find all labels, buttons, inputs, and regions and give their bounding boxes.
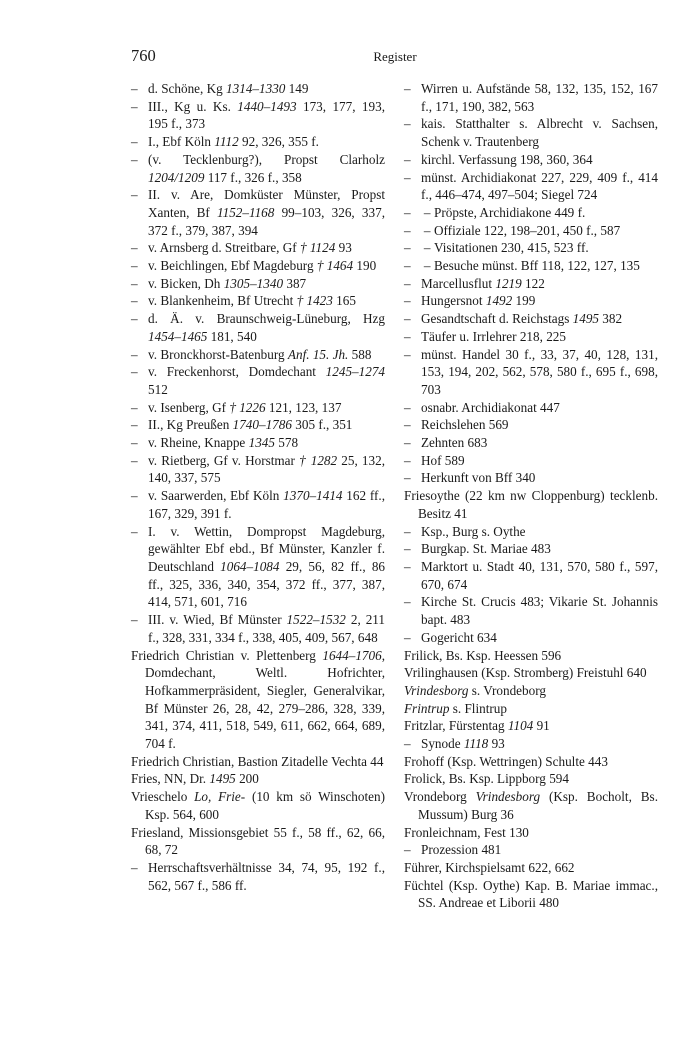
subentry-dash: –	[131, 311, 138, 327]
index-subentry	[404, 540, 658, 558]
entry-text: III., Kg u. Ks.	[148, 98, 238, 114]
index-subentry	[131, 523, 385, 612]
index-subentry	[131, 346, 385, 364]
entry-italic: Frintrup	[404, 700, 450, 716]
entry-text: v. Freckenhorst, Domdechant	[148, 364, 326, 380]
index-subentry	[131, 487, 385, 522]
entry-pages: s. Vrondeborg	[468, 682, 546, 698]
index-subentry	[404, 115, 658, 150]
entry-italic: 1345	[248, 435, 275, 451]
entry-text: d. Ä. v. Braunschweig-Lüneburg, Hzg	[148, 311, 385, 327]
entry-text: v. Blankenheim, Bf Utrecht	[148, 293, 297, 309]
index-subentry	[131, 416, 385, 434]
entry-text: münst. Archidiakonat 227, 229, 409 f., 414 f., 446–474, 497–504; Siegel 724	[421, 169, 658, 203]
subentry-dash: –	[404, 293, 411, 309]
entry-pages: 199	[512, 293, 536, 309]
entry-text: Hungersnot	[421, 293, 486, 309]
index-subentry	[131, 186, 385, 239]
entry-text: Besuche münst. Bff 118, 122, 127, 135	[434, 258, 640, 274]
entry-text: Marcellusflut	[421, 275, 496, 291]
entry-italic: 1495	[209, 771, 236, 787]
subentry-dash: –	[131, 187, 138, 203]
subentry-dash: –	[404, 629, 411, 645]
subentry-dash: –	[404, 169, 411, 185]
entry-text: Pröpste, Archidiakone 449 f.	[434, 204, 586, 220]
index-subentry	[131, 611, 385, 646]
entry-text: v. Isenberg, Gf	[148, 399, 230, 415]
entry-pages: 162 ff., 167, 329, 391 f.	[148, 488, 385, 521]
index-entry	[404, 664, 658, 682]
subentry-dash: –	[131, 293, 138, 309]
entry-text: I. v. Wettin, Dompropst Magdeburg, gewählter Ebf ebd., Bf Münster, Kanzler f. Deutschland	[148, 523, 385, 574]
subentry-dash: –	[404, 435, 411, 451]
entry-italic: 1644–1706	[322, 647, 382, 663]
subentry-dash: –	[404, 346, 411, 362]
entry-pages: 93	[335, 240, 352, 256]
index-entry	[404, 682, 658, 700]
entry-pages: 578	[274, 435, 299, 451]
entry-italic: 1152–1168	[216, 204, 275, 220]
entry-text: Synode	[421, 736, 464, 752]
entry-italic: 1204/1209	[148, 169, 205, 185]
entry-text: III. v. Wied, Bf Münster	[148, 612, 287, 628]
index-entry	[404, 824, 658, 842]
index-subentry	[131, 399, 385, 417]
entry-pages: , Domdechant, Weltl. Hofrichter, Hofkammerpräsident, Siegler, Generalvikar, Bf Münster 26, 28, 42, 279–286, 328, 339, 341, 374, 411, 518, 549, 611, 662, 664, 689, 704 f.	[145, 647, 385, 752]
entry-text: Führer, Kirchspielsamt 622, 662	[404, 859, 575, 875]
index-entry	[404, 770, 658, 788]
subentry-double-dash: – –	[404, 222, 436, 238]
entry-text: Prozession 481	[421, 842, 502, 858]
index-entry	[404, 753, 658, 771]
entry-text: II. v. Are, Domküster Münster, Propst Xanten, Bf	[148, 187, 385, 220]
entry-text: münst. Handel 30 f., 33, 37, 40, 128, 131, 153, 194, 202, 562, 578, 580 f., 695 f., 698, 703	[421, 346, 658, 397]
subentry-dash: –	[404, 470, 411, 486]
entry-text: Herkunft von Bff 340	[421, 470, 536, 486]
entry-italic: 1370–1414	[283, 488, 343, 504]
entry-pages: 387	[283, 275, 307, 291]
entry-text: Füchtel (Ksp. Oythe) Kap. B. Mariae immac., SS. Andreae et Liborii 480	[404, 877, 658, 911]
index-subentry	[404, 735, 658, 753]
entry-pages: (Ksp. Bocholt, Bs. Mussum) Burg 36	[418, 789, 658, 822]
entry-text: v. Bicken, Dh	[148, 275, 224, 291]
entry-italic: 1118	[463, 736, 489, 752]
entry-italic: Vrindesborg	[404, 682, 469, 698]
index-subentry	[131, 133, 385, 151]
subentry-dash: –	[131, 98, 138, 114]
index-subentry	[404, 292, 658, 310]
index-subentry	[131, 239, 385, 257]
subentry-dash: –	[131, 134, 138, 150]
entry-text: v. Beichlingen, Ebf Magdeburg	[148, 258, 317, 274]
entry-italic: 1454–1465	[148, 328, 208, 344]
index-subentry	[131, 292, 385, 310]
index-subentry	[131, 310, 385, 345]
entry-text: Burgkap. St. Mariae 483	[421, 541, 551, 557]
entry-italic: † 1282	[299, 452, 338, 468]
entry-text: Gesandtschaft d. Reichstags	[421, 311, 573, 327]
index-subentry	[404, 841, 658, 859]
entry-text: Vrieschelo	[131, 789, 195, 805]
index-entry	[131, 647, 385, 753]
entry-text: Fronleichnam, Fest 130	[404, 824, 529, 840]
subentry-dash: –	[404, 399, 411, 415]
index-subentry	[404, 80, 658, 115]
index-subentry	[131, 452, 385, 487]
entry-italic: 1314–1330	[226, 81, 286, 96]
entry-text: Fries, NN, Dr.	[131, 771, 210, 787]
subentry-dash: –	[404, 417, 411, 433]
entry-text: I., Ebf Köln	[148, 134, 215, 150]
subentry-dash: –	[131, 258, 138, 274]
entry-italic: 1245–1274	[325, 364, 385, 380]
index-subentry	[404, 629, 658, 647]
subentry-dash: –	[131, 81, 138, 96]
entry-pages: 165	[332, 293, 356, 309]
index-entry	[404, 877, 658, 912]
index-subentry	[404, 452, 658, 470]
index-entry	[131, 788, 385, 823]
page-header	[131, 46, 659, 70]
index-subentry	[404, 239, 658, 257]
index-subentry	[404, 328, 658, 346]
subentry-dash: –	[404, 736, 411, 752]
index-subentry	[404, 593, 658, 628]
index-subentry	[404, 434, 658, 452]
entry-text: (v. Tecklenburg?), Propst Clarholz	[148, 151, 385, 167]
entry-pages: 382	[599, 311, 623, 327]
subentry-dash: –	[131, 151, 138, 167]
index-subentry	[131, 98, 385, 133]
entry-text: osnabr. Archidiakonat 447	[421, 399, 560, 415]
subentry-dash: –	[131, 612, 138, 628]
entry-text: Fritzlar, Fürstentag	[404, 718, 508, 734]
entry-text: v. Rietberg, Gf v. Horstmar	[148, 452, 300, 468]
index-subentry	[131, 80, 385, 98]
entry-italic: 1440–1493	[237, 98, 297, 114]
index-subentry	[404, 222, 658, 240]
entry-text: Wirren u. Aufstände 58, 132, 135, 152, 167 f., 171, 190, 382, 563	[421, 81, 658, 114]
entry-text: Frilick, Bs. Ksp. Heessen 596	[404, 647, 562, 663]
entry-italic: 1522–1532	[286, 612, 346, 628]
entry-text: Zehnten 683	[421, 435, 488, 451]
entry-pages: 92, 326, 355 f.	[238, 134, 319, 150]
subentry-dash: –	[404, 311, 411, 327]
entry-text: Visitationen 230, 415, 523 ff.	[434, 240, 589, 256]
index-entry	[404, 859, 658, 877]
subentry-dash: –	[131, 417, 138, 433]
entry-text: kais. Statthalter s. Albrecht v. Sachsen, Schenk v. Trautenberg	[421, 116, 658, 150]
entry-text: kirchl. Verfassung 198, 360, 364	[421, 151, 593, 167]
subentry-dash: –	[404, 116, 411, 132]
entry-text: Reichslehen 569	[421, 417, 509, 433]
entry-pages: 181, 540	[207, 328, 257, 344]
subentry-dash: –	[131, 523, 138, 539]
entry-pages: s. Flintrup	[449, 700, 507, 716]
index-subentry	[404, 275, 658, 293]
entry-text: Marktort u. Stadt 40, 131, 570, 580 f., 597, 670, 674	[421, 558, 658, 592]
entry-pages: 117 f., 326 f., 358	[204, 169, 302, 185]
subentry-dash: –	[131, 364, 138, 380]
subentry-dash: –	[131, 488, 138, 504]
index-entry	[131, 770, 385, 788]
entry-text: Hof 589	[421, 452, 465, 468]
index-subentry	[404, 169, 658, 204]
entry-italic: † 1124	[300, 240, 336, 256]
subentry-dash: –	[404, 328, 411, 344]
entry-pages: 91	[533, 718, 550, 734]
entry-italic: 1740–1786	[232, 417, 292, 433]
subentry-dash: –	[131, 346, 138, 362]
index-subentry	[131, 434, 385, 452]
entry-italic: Lo, Frie-	[194, 789, 246, 805]
entry-pages: 29, 56, 82 ff., 86 ff., 325, 336, 340, 354, 372 ff., 377, 387, 414, 571, 601, 716	[148, 558, 386, 610]
index-subentry	[404, 346, 658, 399]
entry-italic: † 1423	[296, 293, 333, 309]
entry-pages: 2, 211 f., 328, 331, 334 f., 338, 405, 409, 567, 648	[148, 612, 385, 645]
page-number: 760	[131, 46, 156, 65]
entry-text: Friedrich Christian, Bastion Zitadelle Vechta 44	[131, 753, 384, 769]
subentry-dash: –	[131, 452, 138, 468]
entry-pages: 200	[235, 771, 259, 787]
entry-pages: 25, 132, 140, 337, 575	[148, 452, 386, 486]
entry-text: Vrondeborg	[404, 789, 476, 805]
entry-text: Offiziale 122, 198–201, 450 f., 587	[434, 222, 621, 238]
index-entry	[404, 717, 658, 735]
subentry-dash: –	[404, 452, 411, 468]
index-entry	[404, 788, 658, 823]
index-subentry	[404, 469, 658, 487]
entry-italic: 1104	[507, 718, 534, 734]
entry-pages: 93	[488, 736, 505, 752]
entry-pages: 99–103, 326, 337, 372 f., 379, 387, 394	[148, 204, 385, 238]
subentry-dash: –	[404, 594, 411, 610]
index-subentry	[131, 151, 385, 186]
subentry-dash: –	[131, 435, 138, 451]
entry-pages: 588	[348, 346, 372, 362]
index-subentry	[404, 558, 658, 593]
entry-text: Friedrich Christian v. Plettenberg	[131, 647, 323, 663]
entry-italic: 1112	[214, 134, 239, 150]
index-subentry	[131, 257, 385, 275]
subentry-double-dash: – –	[404, 240, 436, 256]
entry-text: II., Kg Preußen	[148, 417, 233, 433]
entry-text: Friesoythe (22 km nw Cloppenburg) tecklenb. Besitz 41	[404, 488, 658, 521]
subentry-dash: –	[404, 81, 411, 96]
index-column-left	[131, 80, 385, 894]
running-title: Register	[373, 49, 417, 64]
entry-pages: (10 km sö Winschoten) Ksp. 564, 600	[145, 789, 385, 822]
entry-pages: 305 f., 351	[291, 417, 353, 433]
subentry-dash: –	[404, 275, 411, 291]
entry-text: v. Rheine, Knappe	[148, 435, 249, 451]
entry-text: Frolick, Bs. Ksp. Lippborg 594	[404, 771, 569, 787]
entry-pages: 122	[521, 275, 545, 291]
entry-text: Kirche St. Crucis 483; Vikarie St. Johannis bapt. 483	[421, 594, 658, 628]
entry-pages: 149	[285, 81, 309, 96]
entry-text: Ksp., Burg s. Oythe	[421, 523, 526, 539]
index-subentry	[404, 416, 658, 434]
index-subentry	[404, 257, 658, 275]
subentry-double-dash: – –	[404, 204, 436, 220]
subentry-dash: –	[404, 842, 411, 858]
index-subentry	[131, 275, 385, 293]
index-entry	[404, 647, 658, 665]
entry-italic: Vrindesborg	[475, 789, 541, 805]
index-subentry	[131, 363, 385, 398]
entry-pages: 512	[148, 381, 168, 397]
entry-text: Frohoff (Ksp. Wettringen) Schulte 443	[404, 753, 608, 769]
entry-italic: 1305–1340	[223, 275, 284, 291]
index-subentry	[404, 151, 658, 169]
subentry-dash: –	[131, 240, 138, 256]
subentry-dash: –	[131, 859, 138, 875]
entry-text: v. Bronckhorst-Batenburg	[148, 346, 288, 362]
index-subentry	[404, 204, 658, 222]
entry-italic: 1492	[485, 293, 513, 309]
subentry-dash: –	[131, 399, 138, 415]
entry-italic: 1064–1084	[220, 558, 280, 574]
entry-italic: Anf. 15. Jh.	[287, 346, 349, 362]
entry-text: Vrilinghausen (Ksp. Stromberg) Freistuhl 640	[404, 665, 647, 681]
entry-pages: 173, 177, 193, 195 f., 373	[148, 98, 385, 132]
entry-italic: † 1226	[229, 399, 266, 415]
entry-italic: 1495	[572, 311, 599, 327]
entry-italic: 1219	[495, 275, 522, 291]
subentry-dash: –	[404, 523, 411, 539]
entry-pages: 190	[353, 258, 377, 274]
index-column-right	[404, 80, 658, 912]
subentry-dash: –	[404, 151, 411, 167]
index-subentry	[404, 523, 658, 541]
index-subentry	[404, 399, 658, 417]
index-entry	[131, 824, 385, 859]
subentry-dash: –	[131, 275, 138, 291]
subentry-dash: –	[404, 558, 411, 574]
index-subentry	[404, 310, 658, 328]
entry-text: Friesland, Missionsgebiet 55 f., 58 ff., 62, 66, 68, 72	[131, 824, 385, 858]
entry-text: d. Schöne, Kg	[148, 81, 227, 96]
entry-italic: † 1464	[316, 258, 354, 274]
entry-text: v. Saarwerden, Ebf Köln	[148, 488, 284, 504]
index-entry	[404, 700, 658, 718]
entry-pages: 121, 123, 137	[265, 399, 342, 415]
index-entry	[404, 487, 658, 522]
subentry-double-dash: – –	[404, 258, 436, 274]
entry-text: Gogericht 634	[421, 629, 497, 645]
entry-text: Täufer u. Irrlehrer 218, 225	[421, 328, 566, 344]
subentry-dash: –	[404, 541, 411, 557]
index-entry	[131, 753, 385, 771]
entry-text: v. Arnsberg d. Streitbare, Gf	[148, 240, 300, 256]
entry-text: Herrschaftsverhältnisse 34, 74, 95, 192 f., 562, 567 f., 586 ff.	[148, 859, 385, 893]
index-subentry	[131, 859, 385, 894]
